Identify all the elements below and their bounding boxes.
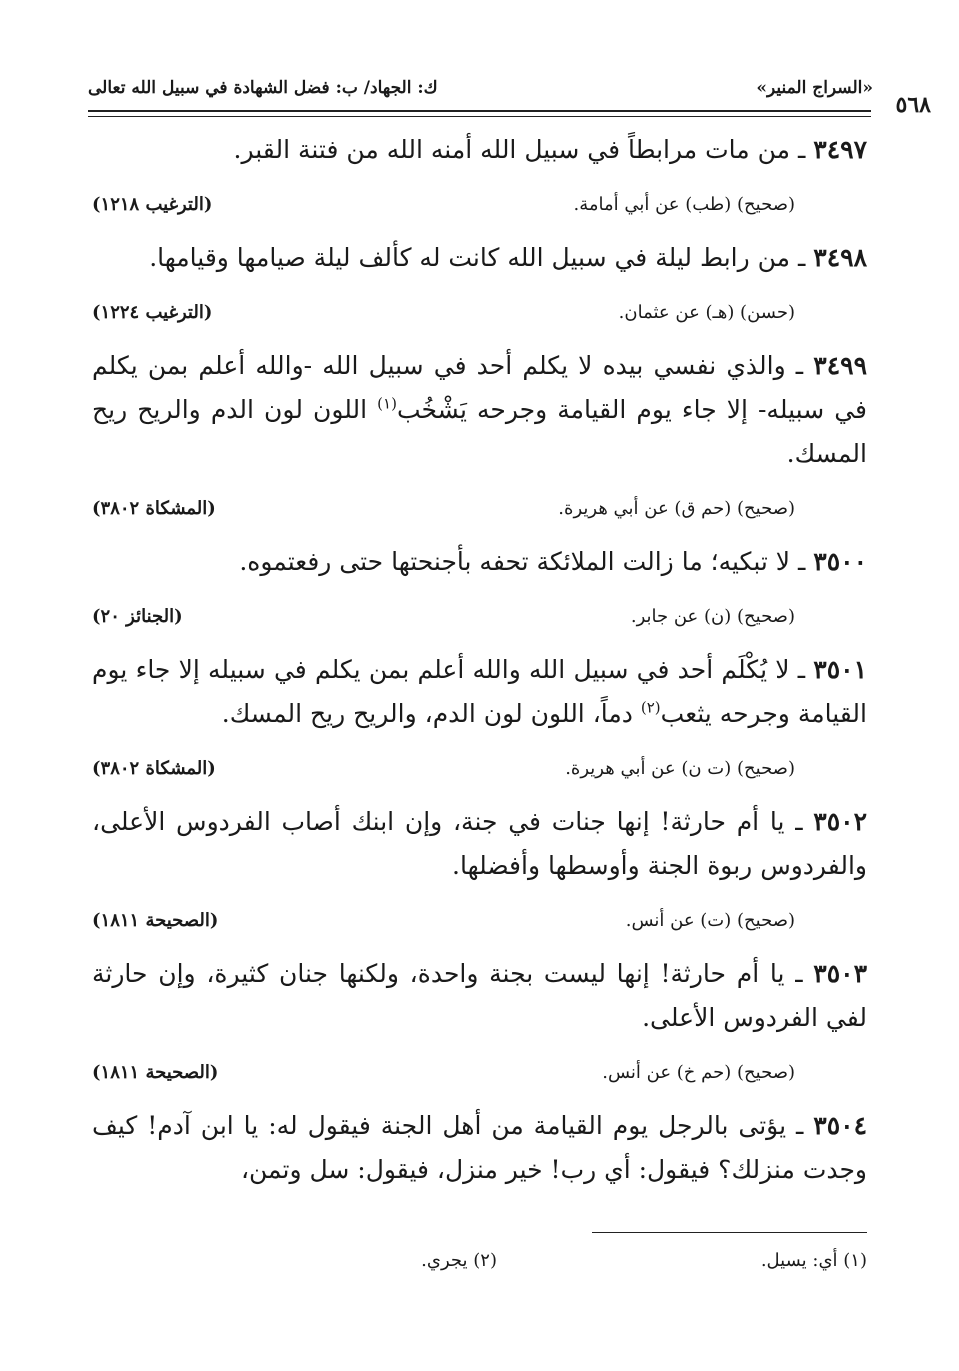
hadith-text: ـ من رابط ليلة في سبيل الله كانت له كألف ليلة صيامها وقيامها. — [149, 243, 806, 272]
hadith-grade: (صحيح) (ت) عن أنس. — [625, 910, 795, 931]
hadith-text: ـ يا أم حارثة! إنها ليست بجنة واحدة، ولكنها جنان كثيرة، وإن حارثة لفي الفردوس الأعلى. — [92, 959, 867, 1032]
hadith-entry — [92, 1104, 867, 1192]
hadith-entry — [92, 236, 867, 280]
hadith-entry — [92, 540, 867, 584]
footnote-rule — [592, 1232, 867, 1233]
hadith-grade: (صحيح) (حم ق) عن أبي هريرة. — [558, 498, 795, 519]
hadith-number: ٣٤٩٩ — [813, 351, 868, 380]
hadith-source — [92, 186, 867, 226]
hadith-entry — [92, 128, 867, 172]
hadith-entry — [92, 344, 867, 476]
hadith-source — [92, 750, 867, 790]
hadith-source — [92, 490, 867, 530]
hadith-reference: (الجنائز ٢٠) — [92, 606, 183, 627]
hadith-grade: (صحيح) (ن) عن جابر. — [630, 606, 795, 627]
hadith-number: ٣٥٠٣ — [813, 959, 867, 988]
hadith-number: ٣٤٩٧ — [813, 135, 867, 164]
hadith-text: ـ والذي نفسي بيده لا يكلم أحد في سبيل الله -والله أعلم بمن يكلم في سبيله- إلا جاء يوم القيامة وجرحه يَشْخُب — [92, 351, 867, 424]
hadith-entry — [92, 800, 867, 888]
hadith-number: ٣٥٠٢ — [813, 807, 867, 836]
footnote-marker: (٢) — [640, 698, 661, 717]
footnote-2: (٢) يجري. — [421, 1250, 497, 1271]
hadith-entry — [92, 952, 867, 1040]
hadith-entry — [92, 648, 867, 736]
footnote-1: (١) أي: يسيل. — [760, 1250, 867, 1271]
hadith-text: ـ من مات مرابطاً في سبيل الله أمنه الله من فتنة القبر. — [233, 135, 806, 164]
hadith-text-continued: دماً، اللون لون الدم، والريح ريح المسك. — [221, 699, 641, 728]
hadith-grade: (صحيح) (طب) عن أبي أمامة. — [573, 194, 795, 215]
hadith-source — [92, 902, 867, 942]
hadith-source — [92, 598, 867, 638]
hadith-number: ٣٥٠١ — [813, 655, 867, 684]
page-header — [88, 72, 931, 118]
hadith-reference: (المشكاة ٣٨٠٢) — [92, 498, 216, 519]
hadith-text: ـ يؤتى بالرجل يوم القيامة من أهل الجنة فيقول له: يا ابن آدم! كيف وجدت منزلك؟ فيقول: أي رب! خير منزل، فيقول: سل وتمن، — [92, 1111, 867, 1184]
hadith-reference: (المشكاة ٣٨٠٢) — [92, 758, 216, 779]
hadith-source — [92, 294, 867, 334]
hadith-list — [92, 128, 867, 1192]
hadith-reference: (الترغيب ١٢١٨) — [92, 194, 213, 215]
hadith-number: ٣٥٠٤ — [813, 1111, 867, 1140]
hadith-number: ٣٥٠٠ — [813, 547, 867, 576]
hadith-reference: (الصحيحة ١٨١١) — [92, 910, 219, 931]
hadith-text: ـ لا تبكيه؛ ما زالت الملائكة تحفه بأجنحتها حتى رفعتموه. — [239, 547, 806, 576]
footnote-marker: (١) — [377, 394, 397, 413]
header-rule-thin — [88, 116, 871, 117]
hadith-number: ٣٤٩٨ — [813, 243, 867, 272]
hadith-grade: (حسن) (هـ) عن عثمان. — [618, 302, 795, 323]
chapter-heading: ك: الجهاد/ ب: فضل الشهادة في سبيل الله تعالى — [88, 78, 438, 98]
hadith-text-continued: اللون لون الدم والريح ريح المسك. — [92, 395, 867, 468]
hadith-text: ـ لا يُكْلَم أحد في سبيل الله والله أعلم بمن يكلم في سبيله إلا جاء يوم القيامة وجرحه يثعب — [92, 655, 867, 728]
book-title: «السراج المنير» — [756, 78, 873, 98]
hadith-reference: (الصحيحة ١٨١١) — [92, 1062, 219, 1083]
hadith-grade: (صحيح) (حم خ) عن أنس. — [602, 1062, 795, 1083]
hadith-reference: (الترغيب ١٢٢٤) — [92, 302, 213, 323]
footnotes — [92, 1250, 867, 1280]
hadith-text: ـ يا أم حارثة! إنها جنات في جنة، وإن ابنك أصاب الفردوس الأعلى، والفردوس ربوة الجنة وأوسطها وأفضلها. — [92, 807, 867, 880]
hadith-source — [92, 1054, 867, 1094]
header-rule-thick — [88, 110, 871, 112]
hadith-grade: (صحيح) (ت ن) عن أبي هريرة. — [565, 758, 795, 779]
page-number: ٥٦٨ — [895, 92, 931, 118]
